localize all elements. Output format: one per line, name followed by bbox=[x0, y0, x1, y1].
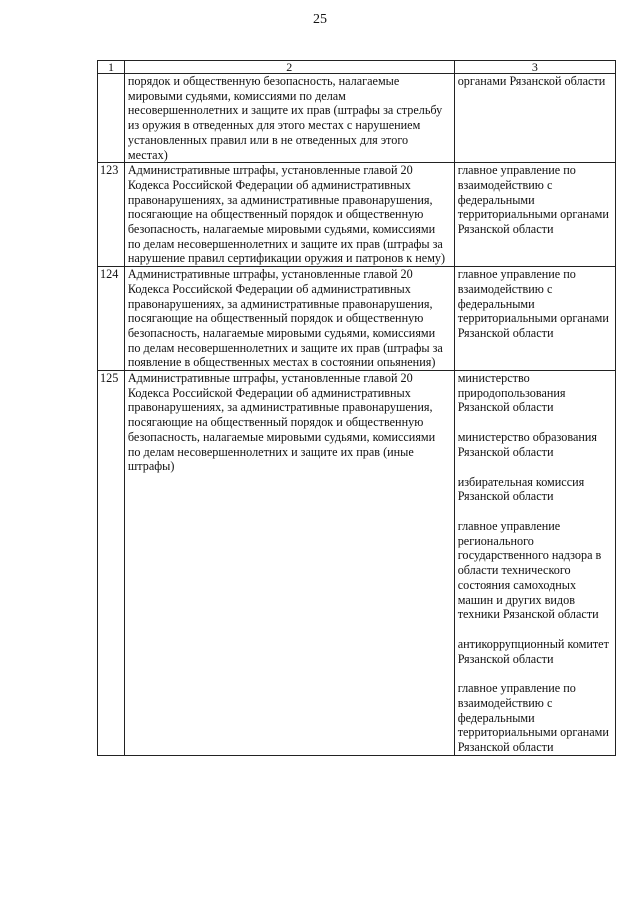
header-cell-column-3: 3 bbox=[454, 61, 615, 74]
table-row bbox=[98, 74, 616, 163]
row-number: 123 bbox=[98, 163, 125, 267]
row-administrators bbox=[454, 163, 615, 267]
table-header-row bbox=[98, 61, 616, 74]
header-cell-column-2: 2 bbox=[124, 61, 454, 74]
administrator-body: главное управление по взаимодействию с федеральными территориальными органами Рязанской области bbox=[457, 267, 609, 340]
administrator-body: министерство природопользования Рязанской области bbox=[457, 371, 566, 415]
header-cell-column-1: 1 bbox=[98, 61, 125, 74]
table-row bbox=[98, 371, 616, 756]
table-row bbox=[98, 163, 616, 267]
row-administrators bbox=[454, 371, 615, 756]
administrator-body: главное управление регионального государственного надзора в области технического состояния самоходных машин и других видов техники Рязанской области bbox=[457, 518, 602, 622]
row-description: Административные штрафы, установленные главой 20 Кодекса Российской Федерации об административных правонарушениях, за административные правонарушения, посягающие на общественный порядок и общественную безопасность, налагаемые мировыми судьями, комиссиями по делам несовершеннолетних и защите их прав (штрафы за появление в общественных местах в состоянии опьянения) bbox=[124, 267, 454, 371]
row-description: Административные штрафы, установленные главой 20 Кодекса Российской Федерации об административных правонарушениях, за административные правонарушения, посягающие на общественный порядок и общественную безопасность, налагаемые мировыми судьями, комиссиями по делам несовершеннолетних и защите их прав (штрафы за нарушение правил сертификации оружия и патронов к нему) bbox=[124, 163, 454, 267]
row-administrators bbox=[454, 74, 615, 163]
row-administrators bbox=[454, 267, 615, 371]
row-description: Административные штрафы, установленные главой 20 Кодекса Российской Федерации об административных правонарушениях, за административные правонарушения, посягающие на общественный порядок и общественную безопасность, налагаемые мировыми судьями, комиссиями по делам несовершеннолетних и защите их прав (иные штрафы) bbox=[124, 371, 454, 756]
row-number: 124 bbox=[98, 267, 125, 371]
administrator-body: избирательная комиссия Рязанской области bbox=[457, 474, 585, 504]
administrator-body: главное управление по взаимодействию с федеральными территориальными органами Рязанской области bbox=[457, 681, 609, 755]
row-description: порядок и общественную безопасность, налагаемые мировыми судьями, комиссиями по делам несовершеннолетних и защите их прав (штрафы за стрельбу из оружия в отведенных для этого местах с нарушением установленных правил или в не отведенных для этого местах) bbox=[124, 74, 454, 163]
administrator-body: органами Рязанской области bbox=[457, 74, 606, 88]
administrator-body: главное управление по взаимодействию с федеральными территориальными органами Рязанской области bbox=[457, 163, 609, 237]
row-number bbox=[98, 74, 125, 163]
page-number: 25 bbox=[313, 12, 327, 27]
administrator-body: министерство образования Рязанской области bbox=[457, 430, 598, 459]
row-number: 125 bbox=[98, 371, 125, 756]
administrator-body: антикоррупционный комитет Рязанской области bbox=[457, 636, 609, 666]
fines-table bbox=[97, 60, 616, 756]
table-row bbox=[98, 267, 616, 371]
